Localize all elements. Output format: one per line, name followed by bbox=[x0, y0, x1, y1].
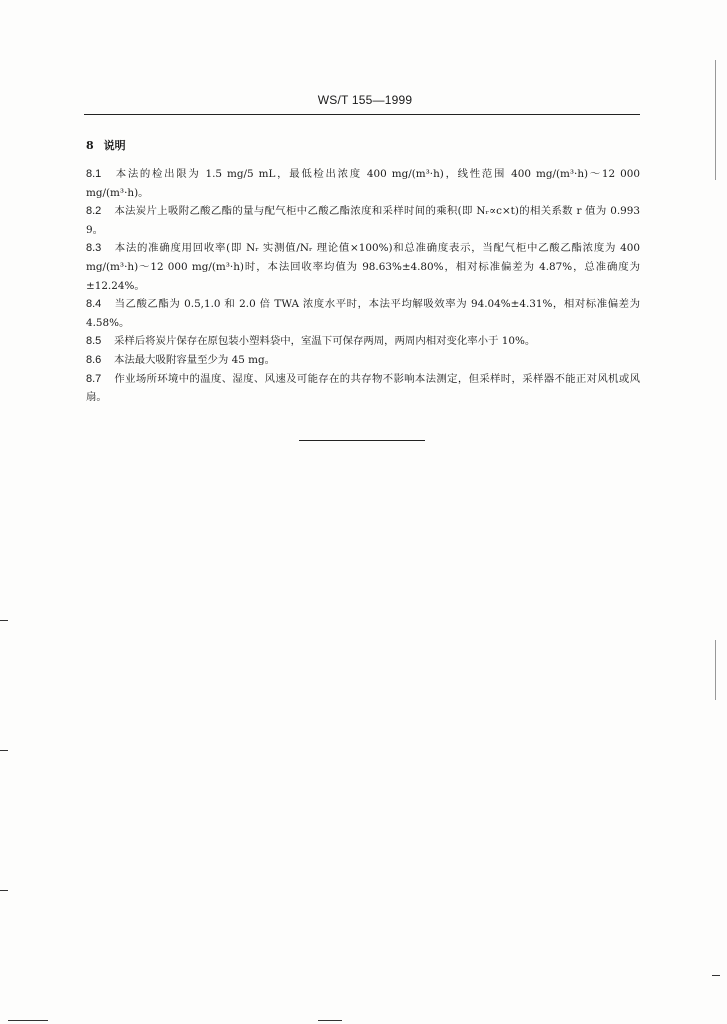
clause-number: 8.5 bbox=[86, 335, 102, 348]
section-heading bbox=[86, 137, 126, 153]
standard-code: WS/T 155—1999 bbox=[317, 93, 413, 107]
clause-text: 本法最大吸附容量至少为 45 mg。 bbox=[114, 353, 276, 366]
end-of-standard-rule bbox=[299, 440, 425, 441]
clause-8-1 bbox=[86, 165, 640, 202]
scan-edge-mark bbox=[715, 60, 716, 180]
scan-edge-mark bbox=[0, 750, 8, 751]
clause-8-5 bbox=[86, 332, 640, 351]
scan-edge-mark bbox=[715, 640, 716, 700]
scan-edge-mark bbox=[318, 1020, 342, 1021]
clause-8-6 bbox=[86, 351, 640, 370]
clause-8-3 bbox=[86, 239, 640, 295]
scan-edge-mark bbox=[712, 975, 720, 976]
section-number: 8 bbox=[86, 139, 94, 152]
clause-text: 当乙酸乙酯为 0.5,1.0 和 2.0 倍 TWA 浓度水平时，本法平均解吸效率为 94.04%±4.31%，相对标准偏差为 4.58%。 bbox=[86, 298, 640, 329]
clause-number: 8.1 bbox=[86, 168, 102, 180]
clause-text: 本法的准确度用回收率(即 Nᵣ 实测值/Nᵣ 理论值×100%)和总准确度表示，当配气柜中乙酸乙酯浓度为 400 mg/(m³·h)～12 000 mg/(m³·h)时，本法回收率均值为 98.63%±4.80%，相对标准偏差为 4.87%，总准确度为±12.24%。 bbox=[86, 242, 640, 292]
section-body bbox=[86, 165, 640, 407]
clause-number: 8.7 bbox=[86, 372, 102, 385]
clause-8-7 bbox=[86, 370, 640, 407]
clause-text: 本法炭片上吸附乙酸乙酯的量与配气柜中乙酸乙酯浓度和采样时间的乘积(即 Nᵣ∝c×t)的相关系数 r 值为 0.993 9。 bbox=[86, 205, 640, 236]
header-rule bbox=[84, 114, 640, 115]
scan-edge-mark bbox=[8, 1020, 48, 1021]
section-title: 说明 bbox=[103, 139, 126, 152]
clause-text: 作业场所环境中的温度、湿度、风速及可能存在的共存物不影响本法测定，但采样时，采样器不能正对风机或风扇。 bbox=[86, 372, 640, 404]
clause-number: 8.2 bbox=[86, 205, 102, 218]
scan-edge-mark bbox=[0, 890, 8, 891]
clause-number: 8.6 bbox=[86, 353, 102, 366]
clause-8-2 bbox=[86, 202, 640, 239]
clause-number: 8.4 bbox=[86, 298, 102, 311]
clause-text: 采样后将炭片保存在原包装小塑料袋中，室温下可保存两周，两周内相对变化率小于 10%。 bbox=[114, 335, 536, 348]
clause-8-4 bbox=[86, 295, 640, 332]
scan-edge-mark bbox=[0, 620, 8, 621]
clause-number: 8.3 bbox=[86, 242, 102, 255]
clause-text: 本法的检出限为 1.5 mg/5 mL，最低检出浓度 400 mg/(m³·h)，线性范围 400 mg/(m³·h)～12 000 mg/(m³·h)。 bbox=[86, 168, 640, 199]
